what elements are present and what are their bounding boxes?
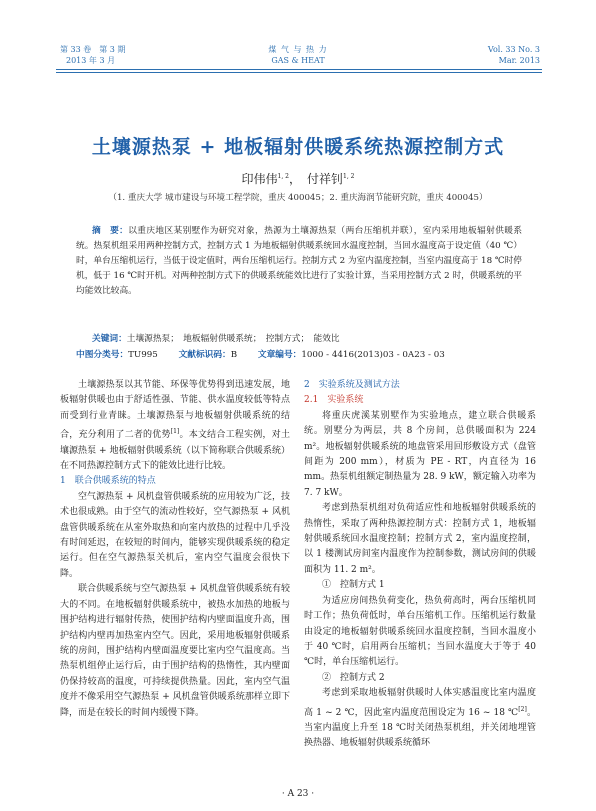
author-1-affil: 1, 2 [277, 173, 289, 180]
right-column [304, 378, 536, 752]
intro-text: 土壤源热泵以其节能、环保等优势得到迅速发展，地板辐射供暖也由于舒适性强、节能、供水温度较低等特点而受到行业青睐。土壤源热泵与地板辐射供暖系统的结合，充分利用了二者的优势 [60, 380, 290, 441]
header-left-line2: 2013 年 3 月 [66, 56, 116, 65]
page-number: · A 23 · [281, 789, 315, 799]
author-separator: ， [288, 172, 307, 186]
paragraph-control-method-1: 为适应房间热负荷变化，热负荷高时，两台压缩机同时工作；热负荷低时，单台压缩机工作。压缩机运行数量由设定的地板辐射供暖系统回水温度控制，当回水温度小于 40 ℃时，启用两台压缩机；当回水温度大于等于 40 ℃时，单台压缩机运行。 [304, 595, 536, 668]
author-1: 印伟伟 [241, 172, 278, 186]
control-method-2-text-tail: 。当室内温度上升至 18 ℃时关闭热泵机组，并关闭地埋管换热器、地板辐射供暖系统循环 [304, 707, 536, 749]
author-2-affil: 1, 2 [343, 173, 355, 180]
section-1-heading: 1 联合供暖系统的特点 [60, 476, 156, 487]
doc-code-label: 文献标识码： [178, 350, 231, 360]
header-left-line1: 第 33 卷 第 3 期 [60, 45, 126, 54]
header-right-line1: Vol. 33 No. 3 [487, 45, 540, 54]
abstract-block [76, 224, 522, 299]
header-rule-bottom [56, 72, 542, 73]
paragraph-combined-system: 联合供暖系统与空气源热泵 + 风机盘管供暖系统有较大的不同。在地板辐射供暖系统中，被热水加热的地板与围护结构进行辐射传热，使围护结构内壁面温度升高，围护结构内壁再加热室内空气。因此，采用地板辐射供暖系统的房间，围护结构内壁面温度要比室内空气温度高。当热泵机组停止运行后，由于围护结构的热惰性，其内壁面仍保持较高的温度，可持续提供热量。因此，室内空气温度并不像采用空气源热泵 + 风机盘管供暖系统那样立即下降，而是在较长的时间内缓慢下降。 [60, 584, 290, 718]
header-issue-info [488, 44, 540, 66]
abstract-label: 摘 要： [92, 226, 129, 236]
affiliation: （1. 重庆大学 城市建设与环境工程学院，重庆 400045；2. 重庆海润节能研究院，重庆 400045） [108, 193, 488, 203]
keywords-text: 土壤源热泵； 地板辐射供暖系统； 控制方式； 能效比 [126, 334, 340, 344]
citation-1: [1] [170, 428, 180, 436]
paper-title: 土壤源热泵 + 地板辐射供暖系统热源控制方式 [91, 136, 505, 158]
paragraph-control-method-2 [304, 686, 536, 752]
classification-line [76, 348, 522, 360]
control-method-2-text: 考虑到采取地板辐射供暖时人体实感温度比室内温度高 1 ~ 2 ℃，因此室内温度范围设定为 16 ~ 18 ℃ [304, 688, 536, 718]
keywords-line [92, 332, 340, 344]
header-journal-en: GAS & HEAT [271, 56, 325, 65]
author-line [0, 170, 596, 187]
subsection-2-1-heading: 2.1 实验系统 [304, 395, 364, 406]
paragraph-experiment-system: 将重庆虎溪某别墅作为实验地点，建立联合供暖系统。别墅分为两层，共 8 个房间，总供暖面积为 224 m²。地板辐射供暖系统的地盘管采用回形敷设方式（盘管间距为 200 mm），材质为 PE - RT，内直径为 16 mm。热泵机组额定制热量为 28. 9 kW，额定输入功率为 7. 7 kW。 [304, 410, 536, 498]
abstract-text: 以重庆地区某别墅作为研究对象，热源为土壤源热泵（两台压缩机并联），室内采用地板辐射供暖系统。热泵机组采用两种控制方式，控制方式 1 为地板辐射供暖系统回水温度控制，当回水温度高于设定值（40 ℃）时，单台压缩机运行，当低于设定值时，两台压缩机运行。控制方式 2 为室内温度控制，当室内温度高于 18 ℃时停机，低于 16 ℃时开机。对两种控制方式下的供暖系统能效比进行了实验计算，当采用控制方式 2 时，供暖系统的平均能效比较高。 [76, 226, 523, 296]
control-method-1-heading: ① 控制方式 1 [322, 580, 385, 591]
clc-value: TU995 [128, 350, 158, 360]
intro-paragraph [60, 378, 290, 474]
citation-2: [2] [518, 705, 527, 713]
intro-text-tail: 。本文结合工程实例，对土壤源热泵 + 地板辐射供暖系统（以下简称联合供暖系统）在不同热源控制方式下的能效比进行比较。 [60, 430, 290, 472]
left-column [60, 378, 290, 721]
clc-label: 中图分类号： [76, 350, 129, 360]
paragraph-air-source: 空气源热泵 + 风机盘管供暖系统的应用较为广泛，技术也很成熟。由于空气的流动性较好，空气源热泵 + 风机盘管供暖系统在从室外取热和向室内放热的过程中几乎没有时间延迟，在较短的时间内，能够实现供暖系统的稳定运行。但在空气源热泵关机后，室内空气温度会很快下降。 [60, 491, 290, 579]
author-2: 付祥钊 [307, 172, 344, 186]
header-rule-top [56, 69, 542, 70]
control-method-2-heading: ② 控制方式 2 [322, 672, 385, 683]
doc-code-value: B [230, 350, 238, 360]
keywords-label: 关键词： [92, 334, 127, 344]
paragraph-control-methods: 考虑到热泵机组对负荷适应性和地板辐射供暖系统的热惰性，采取了两种热源控制方式：控制方式 1，地板辐射供暖系统回水温度控制；控制方式 2，室内温度控制，以 1 楼测试房间室内温度作为控制参数，测试房间的供暖面积为 11. 2 m²。 [304, 503, 536, 575]
header-right-line2: Mar. 2013 [498, 56, 540, 65]
section-2-heading: 2 实验系统及测试方法 [304, 380, 400, 390]
article-no-label: 文章编号： [257, 350, 302, 360]
article-no-value: 1000 - 4416(2013)03 - 0A23 - 03 [301, 350, 445, 360]
header-journal-cn: 煤 气 与 热 力 [268, 45, 328, 54]
